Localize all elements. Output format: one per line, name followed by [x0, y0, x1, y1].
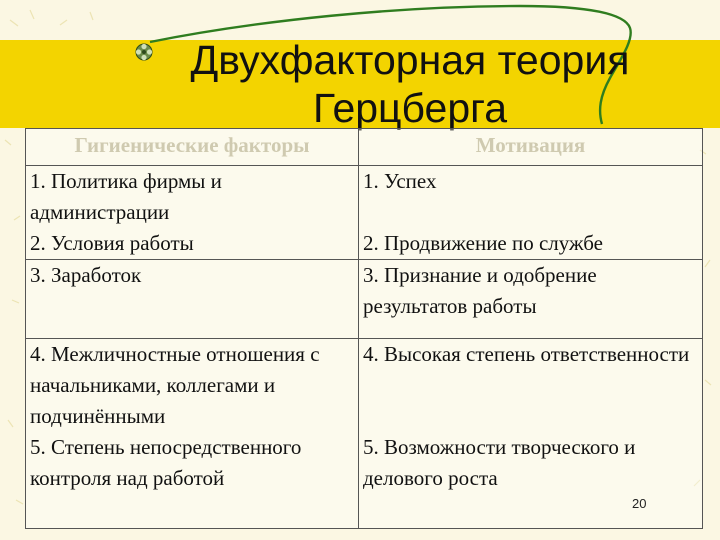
- cell-line: 3. Признание и одобрение результатов работы: [363, 263, 597, 318]
- table-row: [26, 260, 703, 339]
- page-number: 20: [632, 496, 647, 511]
- factors-table: [25, 128, 703, 529]
- cell-line: 2. Условия работы: [30, 231, 194, 255]
- table-cell-motivation: [359, 166, 703, 260]
- cell-line: 5. Степень непосредственного контроля над работой: [30, 435, 302, 490]
- cell-line: 3. Заработок: [30, 263, 142, 287]
- table-cell-hygiene: [26, 166, 359, 260]
- header-hygiene-factors: Гигиенические факторы: [26, 129, 359, 166]
- cell-line: 4. Высокая степень ответственности: [363, 342, 690, 366]
- table-row: [26, 339, 703, 529]
- cell-line: 2. Продвижение по службе: [363, 231, 603, 255]
- cell-line: 1. Успех: [363, 169, 437, 193]
- table-cell-motivation: [359, 339, 703, 529]
- table-cell-hygiene: [26, 260, 359, 339]
- header-motivation: Мотивация: [359, 129, 703, 166]
- cell-line: 5. Возможности творческого и делового роста: [363, 435, 636, 490]
- table-cell-hygiene: [26, 339, 359, 529]
- cell-line: 1. Политика фирмы и администрации: [30, 169, 222, 224]
- table-header-row: [26, 129, 703, 166]
- cell-line: 4. Межличностные отношения с начальниками, коллегами и подчинёнными: [30, 342, 320, 428]
- slide-title: Двухфакторная теория Герцберга: [190, 37, 630, 131]
- table-row: [26, 166, 703, 260]
- table-cell-motivation: [359, 260, 703, 339]
